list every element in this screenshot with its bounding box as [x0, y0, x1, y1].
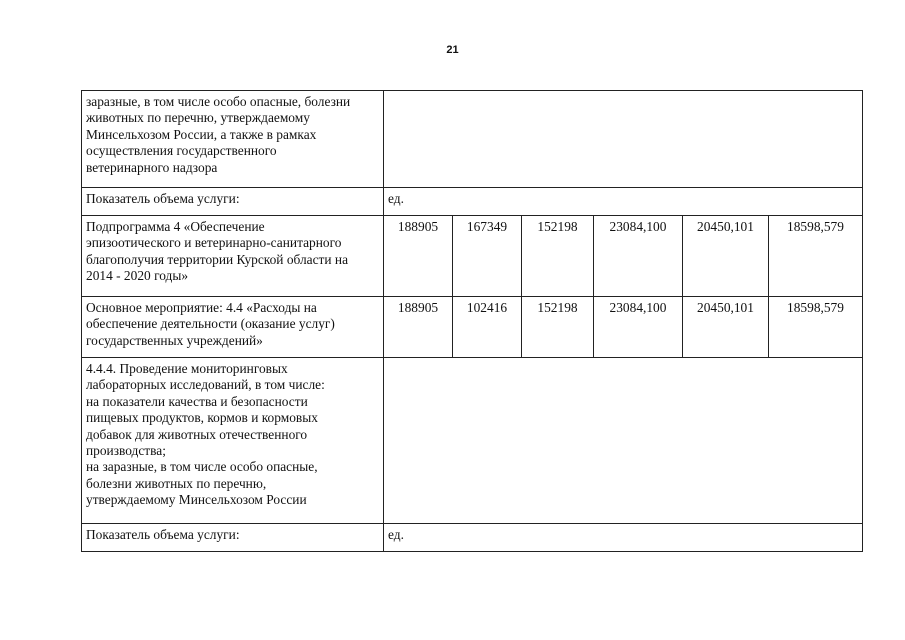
- value-cell: 18598,579: [769, 216, 863, 297]
- table-row: [82, 91, 863, 188]
- table-row: [82, 524, 863, 552]
- row-description: Основное мероприятие: 4.4 «Расходы на обеспечение деятельности (оказание услуг) государственных учреждений»: [82, 297, 384, 358]
- row-description: Подпрограмма 4 «Обеспечение эпизоотического и ветеринарно-санитарного благополучия территории Курской области на 2014 - 2020 годы»: [82, 216, 384, 297]
- value-cell: 152198: [522, 297, 594, 358]
- value-cell: 20450,101: [683, 297, 769, 358]
- row-description: заразные, в том числе особо опасные, болезни животных по перечню, утверждаемому Минсельхозом России, а также в рамках осуществления государственного ветеринарного надзора: [82, 91, 384, 188]
- empty-cell: [384, 91, 863, 188]
- value-cell: 152198: [522, 216, 594, 297]
- table-row: [82, 358, 863, 524]
- empty-cell: [384, 358, 863, 524]
- budget-table: [81, 90, 863, 552]
- indicator-unit: ед.: [384, 524, 863, 552]
- value-cell: 167349: [453, 216, 522, 297]
- indicator-label: Показатель объема услуги:: [82, 188, 384, 216]
- value-cell: 18598,579: [769, 297, 863, 358]
- table-row: [82, 216, 863, 297]
- value-cell: 188905: [384, 297, 453, 358]
- row-description: 4.4.4. Проведение мониторинговых лабораторных исследований, в том числе: на показатели качества и безопасности пищевых продуктов, кормов и кормовых добавок для животных отечественного производства; на заразные, в том числе особо опасные, болезни животных по перечню, утверждаемому Минсельхозом России: [82, 358, 384, 524]
- table-row: [82, 297, 863, 358]
- table-row: [82, 188, 863, 216]
- value-cell: 23084,100: [594, 216, 683, 297]
- value-cell: 23084,100: [594, 297, 683, 358]
- indicator-label: Показатель объема услуги:: [82, 524, 384, 552]
- indicator-unit: ед.: [384, 188, 863, 216]
- value-cell: 188905: [384, 216, 453, 297]
- page-number: 21: [446, 44, 459, 56]
- value-cell: 20450,101: [683, 216, 769, 297]
- value-cell: 102416: [453, 297, 522, 358]
